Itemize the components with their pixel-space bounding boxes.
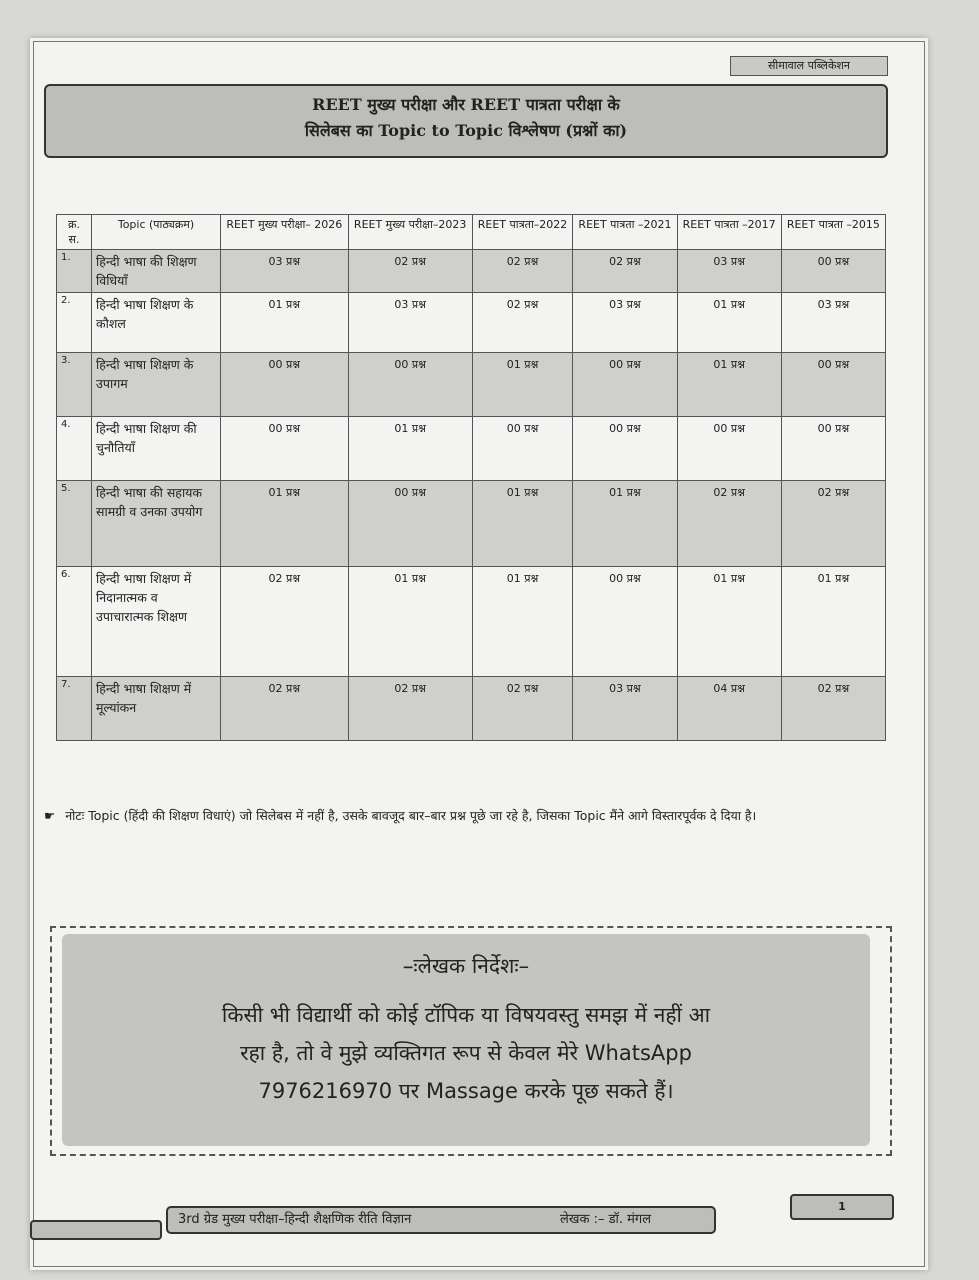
header-col-5: REET पात्रता –2017 — [677, 215, 781, 250]
table-row — [57, 417, 886, 481]
cell-value: 03 प्रश्न — [348, 293, 472, 353]
row-topic: हिन्दी भाषा शिक्षण में मूल्यांकन — [92, 677, 221, 741]
cell-value: 02 प्रश्न — [781, 677, 885, 741]
cell-value: 01 प्रश्न — [677, 567, 781, 677]
cell-value: 03 प्रश्न — [573, 677, 677, 741]
cell-value: 04 प्रश्न — [677, 677, 781, 741]
instruction-line-1: किसी भी विद्यार्थी को कोई टॉपिक या विषयवस्तु समझ में नहीं आ — [221, 1003, 711, 1027]
page-number: 1 — [790, 1194, 894, 1220]
document-page — [30, 38, 928, 1270]
footer-book-title: 3rd ग्रेड मुख्य परीक्षा–हिन्दी शैक्षणिक रीति विज्ञान — [178, 1212, 412, 1227]
header-col-1: REET मुख्य परीक्षा– 2026 — [221, 215, 349, 250]
cell-value: 00 प्रश्न — [781, 250, 885, 293]
row-topic: हिन्दी भाषा शिक्षण की चुनौतियाँ — [92, 417, 221, 481]
table-row — [57, 293, 886, 353]
footer-left-tab — [30, 1220, 162, 1240]
instruction-line-3: 7976216970 पर Massage करके पूछ सकते हैं। — [258, 1079, 674, 1103]
cell-value: 00 प्रश्न — [677, 417, 781, 481]
header-topic: Topic (पाठ्यक्रम) — [92, 215, 221, 250]
cell-value: 01 प्रश्न — [221, 481, 349, 567]
cell-value: 02 प्रश्न — [348, 250, 472, 293]
cell-value: 00 प्रश्न — [781, 417, 885, 481]
page-footer — [30, 1200, 928, 1234]
row-number: 6. — [57, 567, 92, 677]
cell-value: 01 प्रश्न — [348, 417, 472, 481]
header-col-4: REET पात्रता –2021 — [573, 215, 677, 250]
cell-value: 02 प्रश्न — [221, 677, 349, 741]
cell-value: 01 प्रश्न — [573, 481, 677, 567]
cell-value: 00 प्रश्न — [472, 417, 573, 481]
cell-value: 00 प्रश्न — [573, 353, 677, 417]
row-number: 1. — [57, 250, 92, 293]
cell-value: 01 प्रश्न — [677, 353, 781, 417]
row-topic: हिन्दी भाषा शिक्षण में निदानात्मक व उपाचारात्मक शिक्षण — [92, 567, 221, 677]
syllabus-analysis-table — [56, 214, 886, 741]
row-number: 7. — [57, 677, 92, 741]
title-line-1: REET मुख्य परीक्षा और REET पात्रता परीक्षा के — [312, 95, 620, 114]
header-col-2: REET मुख्य परीक्षा–2023 — [348, 215, 472, 250]
cell-value: 01 प्रश्न — [472, 353, 573, 417]
cell-value: 03 प्रश्न — [573, 293, 677, 353]
cell-value: 02 प्रश्न — [573, 250, 677, 293]
cell-value: 00 प्रश्न — [573, 417, 677, 481]
header-sno: क्र. स. — [57, 215, 92, 250]
cell-value: 00 प्रश्न — [348, 481, 472, 567]
author-instruction-box — [62, 934, 870, 1146]
cell-value: 02 प्रश्न — [781, 481, 885, 567]
cell-value: 01 प्रश्न — [348, 567, 472, 677]
cell-value: 02 प्रश्न — [472, 677, 573, 741]
cell-value: 01 प्रश्न — [221, 293, 349, 353]
cell-value: 01 प्रश्न — [781, 567, 885, 677]
table-row — [57, 677, 886, 741]
row-number: 3. — [57, 353, 92, 417]
row-topic: हिन्दी भाषा की शिक्षण विधियाँ — [92, 250, 221, 293]
note-text: नोटः Topic (हिंदी की शिक्षण विधाएं) जो सिलेबस में नहीं है, उसके बावजूद बार–बार प्रश्न पूछे जा रहे है, जिसका Topic मैंने आगे विस्तारपूर्वक दे दिया है। — [65, 808, 757, 823]
table-row — [57, 250, 886, 293]
cell-value: 01 प्रश्न — [677, 293, 781, 353]
header-col-6: REET पात्रता –2015 — [781, 215, 885, 250]
publisher-label: सीमावाल पब्लिकेशन — [730, 56, 888, 76]
table-header-row — [57, 215, 886, 250]
cell-value: 03 प्रश्न — [781, 293, 885, 353]
cell-value: 02 प्रश्न — [472, 250, 573, 293]
row-number: 4. — [57, 417, 92, 481]
row-topic: हिन्दी भाषा की सहायक सामग्री व उनका उपयोग — [92, 481, 221, 567]
header-col-3: REET पात्रता–2022 — [472, 215, 573, 250]
row-topic: हिन्दी भाषा शिक्षण के कौशल — [92, 293, 221, 353]
table-row — [57, 481, 886, 567]
title-banner — [44, 84, 888, 158]
table-row — [57, 353, 886, 417]
cell-value: 00 प्रश्न — [348, 353, 472, 417]
cell-value: 00 प्रश्न — [781, 353, 885, 417]
cell-value: 00 प्रश्न — [221, 417, 349, 481]
row-number: 5. — [57, 481, 92, 567]
cell-value: 03 प्रश्न — [677, 250, 781, 293]
instruction-line-2: रहा है, तो वे मुझे व्यक्तिगत रूप से केवल मेरे WhatsApp — [240, 1041, 692, 1065]
title-line-2: सिलेबस का Topic to Topic विश्लेषण (प्रश्नों का) — [304, 121, 628, 140]
instruction-title: –ःलेखक निर्देशः– — [402, 954, 530, 978]
cell-value: 02 प्रश्न — [221, 567, 349, 677]
cell-value: 00 प्रश्न — [221, 353, 349, 417]
cell-value: 00 प्रश्न — [573, 567, 677, 677]
footer-book-bar — [166, 1206, 716, 1234]
row-topic: हिन्दी भाषा शिक्षण के उपागम — [92, 353, 221, 417]
table-row — [57, 567, 886, 677]
row-number: 2. — [57, 293, 92, 353]
note-paragraph — [44, 804, 904, 828]
cell-value: 02 प्रश्न — [348, 677, 472, 741]
cell-value: 02 प्रश्न — [472, 293, 573, 353]
pointing-hand-icon: ☛ — [44, 808, 56, 823]
footer-author: लेखक :– डॉ. मंगल — [560, 1212, 652, 1227]
cell-value: 01 प्रश्न — [472, 567, 573, 677]
cell-value: 02 प्रश्न — [677, 481, 781, 567]
cell-value: 03 प्रश्न — [221, 250, 349, 293]
cell-value: 01 प्रश्न — [472, 481, 573, 567]
